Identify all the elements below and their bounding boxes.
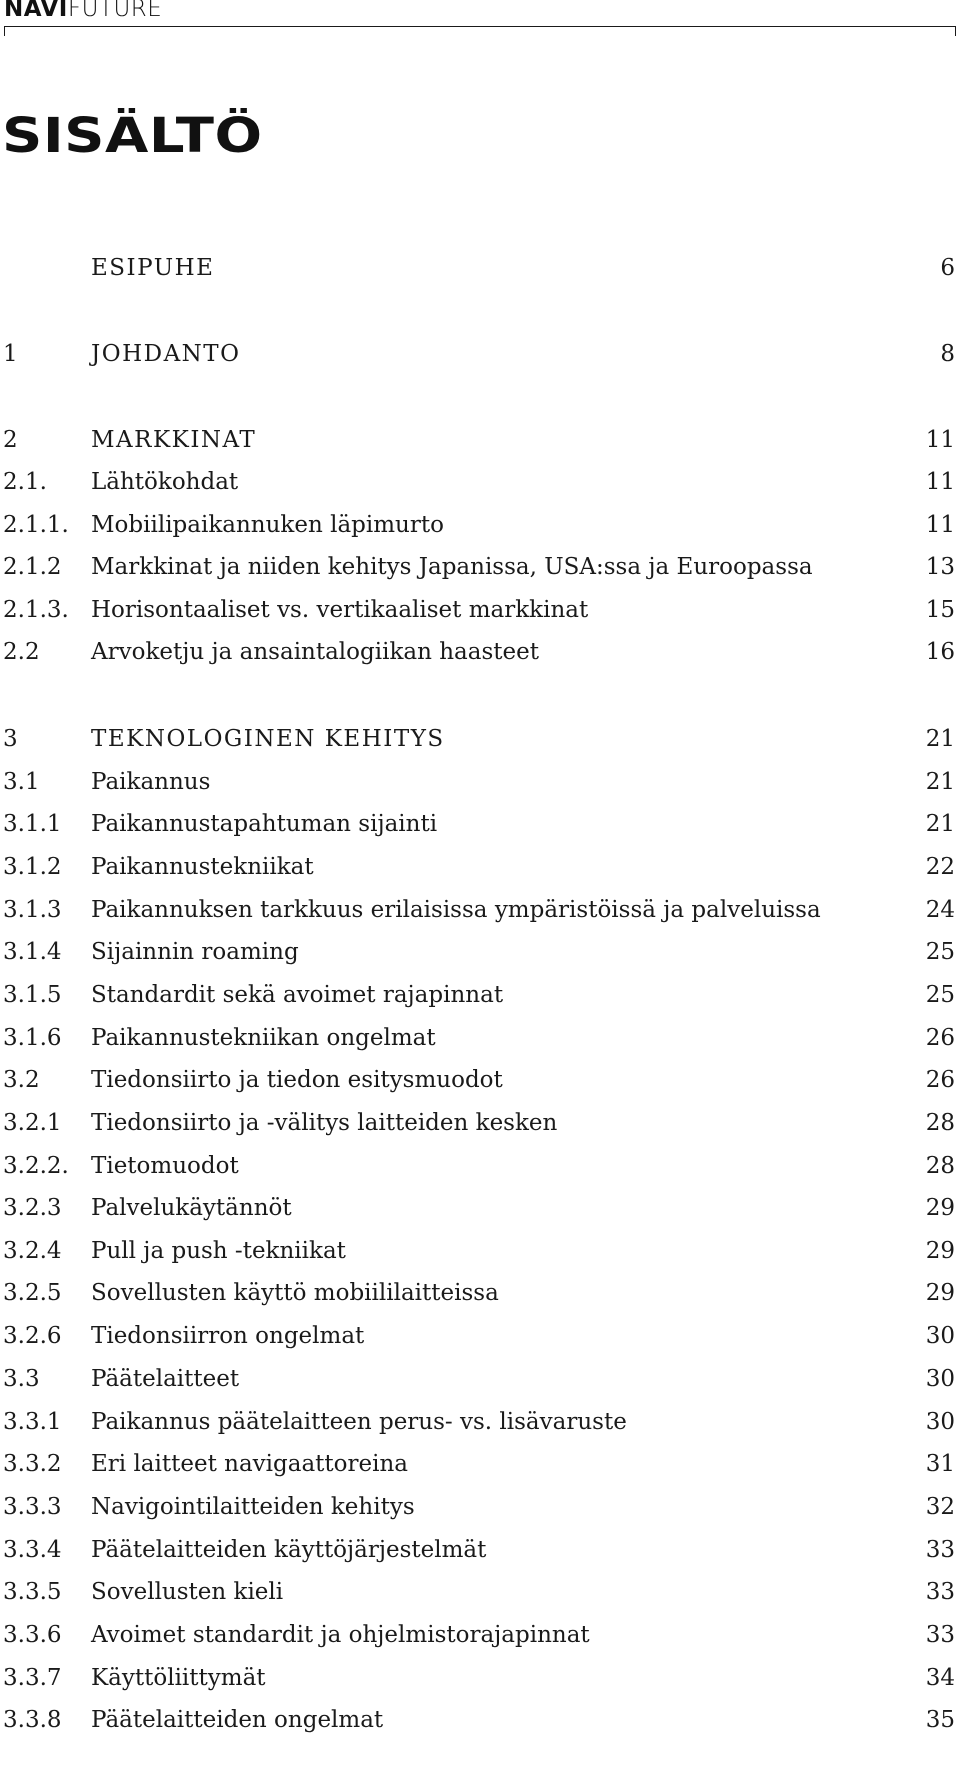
toc-entry-title: MARKKINAT (91, 427, 257, 453)
toc-entry[interactable] (0, 1271, 960, 1315)
toc-entry-page-number: 6 (940, 255, 955, 281)
toc-entry-page-number: 24 (925, 897, 955, 923)
toc-chapter-entry[interactable] (0, 332, 960, 376)
toc-entry-number: 3.2.6 (3, 1323, 62, 1349)
toc-entry[interactable] (0, 1186, 960, 1230)
toc-entry-number: 2.1. (3, 469, 47, 495)
toc-entry-title: Paikannustekniikat (91, 854, 314, 880)
toc-chapter-entry[interactable] (0, 717, 960, 761)
toc-entry-title: TEKNOLOGINEN KEHITYS (91, 726, 445, 752)
toc-entry-number: 3.2.2. (3, 1153, 69, 1179)
toc-entry-page-number: 15 (925, 597, 955, 623)
toc-entry-number: 2.2 (3, 639, 40, 665)
toc-entry-page-number: 11 (925, 512, 955, 538)
toc-entry-title: Navigointilaitteiden kehitys (91, 1494, 415, 1520)
toc-entry-title: JOHDANTO (91, 341, 241, 367)
toc-entry-title: Tiedonsiirron ongelmat (91, 1323, 365, 1349)
toc-entry-number: 3.2.4 (3, 1238, 62, 1264)
toc-entry[interactable] (0, 1314, 960, 1358)
toc-entry-page-number: 11 (925, 427, 955, 453)
toc-entry[interactable] (0, 973, 960, 1017)
toc-entry-number: 3.3.2 (3, 1451, 62, 1477)
toc-entry-page-number: 33 (925, 1622, 955, 1648)
toc-entry-title: Tiedonsiirto ja -välitys laitteiden kesken (91, 1110, 558, 1136)
toc-entry-number: 3.1 (3, 769, 40, 795)
toc-entry-number: 3.3.1 (3, 1409, 62, 1435)
toc-entry-page-number: 34 (925, 1665, 955, 1691)
toc-entry-page-number: 30 (925, 1366, 955, 1392)
toc-entry-number: 2 (3, 427, 18, 453)
toc-entry-number: 3.3.3 (3, 1494, 62, 1520)
toc-entry-number: 3.2.5 (3, 1280, 62, 1306)
toc-entry[interactable] (0, 1144, 960, 1188)
toc-entry-page-number: 25 (925, 982, 955, 1008)
toc-entry-number: 3.3.5 (3, 1579, 62, 1605)
toc-entry-page-number: 22 (925, 854, 955, 880)
toc-entry-title: Arvoketju ja ansaintalogiikan haasteet (91, 639, 539, 665)
toc-entry[interactable] (0, 1442, 960, 1486)
toc-entry-title: ESIPUHE (91, 255, 215, 281)
toc-entry-number: 1 (3, 341, 18, 367)
toc-entry-title: Lähtökohdat (91, 469, 239, 495)
toc-entry-page-number: 30 (925, 1409, 955, 1435)
toc-entry-page-number: 32 (925, 1494, 955, 1520)
toc-entry[interactable] (0, 845, 960, 889)
toc-entry[interactable] (0, 1698, 960, 1742)
toc-entry-number: 2.1.1. (3, 512, 69, 538)
toc-entry-page-number: 33 (925, 1537, 955, 1563)
toc-entry[interactable] (0, 630, 960, 674)
toc-entry-page-number: 28 (925, 1153, 955, 1179)
page-title: SISÄLTÖ (2, 108, 263, 164)
toc-entry-page-number: 13 (925, 554, 955, 580)
toc-entry-number: 3.3 (3, 1366, 40, 1392)
brand-strong-text: NAVI (4, 0, 68, 22)
toc-entry-number: 3.1.4 (3, 939, 62, 965)
toc-entry[interactable] (0, 1016, 960, 1060)
toc-entry-page-number: 33 (925, 1579, 955, 1605)
toc-entry[interactable] (0, 1656, 960, 1700)
toc-entry-number: 2.1.2 (3, 554, 62, 580)
toc-entry[interactable] (0, 802, 960, 846)
toc-entry[interactable] (0, 503, 960, 547)
toc-entry-title: Palvelukäytännöt (91, 1195, 292, 1221)
toc-entry-page-number: 21 (925, 726, 955, 752)
toc-entry-page-number: 29 (925, 1195, 955, 1221)
toc-entry-title: Paikannuksen tarkkuus erilaisissa ympäristöissä ja palveluissa (91, 897, 821, 923)
toc-entry-page-number: 16 (925, 639, 955, 665)
toc-entry-page-number: 29 (925, 1238, 955, 1264)
toc-entry-title: Tiedonsiirto ja tiedon esitysmuodot (91, 1067, 503, 1093)
toc-entry-page-number: 26 (925, 1025, 955, 1051)
toc-entry[interactable] (0, 1485, 960, 1529)
toc-entry-number: 3.3.6 (3, 1622, 62, 1648)
toc-entry-page-number: 25 (925, 939, 955, 965)
toc-entry-page-number: 35 (925, 1707, 955, 1733)
toc-entry-number: 3.1.3 (3, 897, 62, 923)
toc-entry-number: 3.1.6 (3, 1025, 62, 1051)
toc-entry-page-number: 29 (925, 1280, 955, 1306)
toc-entry[interactable] (0, 1400, 960, 1444)
toc-entry-title: Päätelaitteiden käyttöjärjestelmät (91, 1537, 487, 1563)
brand-light-text: FUTURE (67, 0, 163, 22)
toc-entry[interactable] (0, 1058, 960, 1102)
toc-entry-title: Mobiilipaikannuken läpimurto (91, 512, 444, 538)
toc-chapter-entry[interactable] (0, 418, 960, 462)
toc-entry-number: 3.3.7 (3, 1665, 62, 1691)
toc-entry-title: Markkinat ja niiden kehitys Japanissa, USA:ssa ja Euroopassa (91, 554, 813, 580)
toc-entry[interactable] (0, 1229, 960, 1273)
toc-entry[interactable] (0, 1570, 960, 1614)
toc-entry-number: 3.3.8 (3, 1707, 62, 1733)
toc-entry-page-number: 21 (925, 769, 955, 795)
toc-entry-title: Avoimet standardit ja ohjelmistorajapinnat (91, 1622, 590, 1648)
toc-entry-page-number: 26 (925, 1067, 955, 1093)
toc-entry-title: Paikannus päätelaitteen perus- vs. lisävaruste (91, 1409, 627, 1435)
toc-entry-number: 2.1.3. (3, 597, 69, 623)
toc-entry-page-number: 28 (925, 1110, 955, 1136)
toc-entry-title: Käyttöliittymät (91, 1665, 266, 1691)
toc-entry-number: 3.1.1 (3, 811, 62, 837)
toc-entry-page-number: 21 (925, 811, 955, 837)
toc-entry-number: 3.1.2 (3, 854, 62, 880)
toc-entry-number: 3.2.3 (3, 1195, 62, 1221)
toc-entry-title: Standardit sekä avoimet rajapinnat (91, 982, 504, 1008)
toc-entry[interactable] (0, 1613, 960, 1657)
toc-entry-number: 3.3.4 (3, 1537, 62, 1563)
toc-entry-title: Sijainnin roaming (91, 939, 299, 965)
toc-entry[interactable] (0, 460, 960, 504)
toc-chapter-entry[interactable] (0, 246, 960, 290)
toc-entry-page-number: 11 (925, 469, 955, 495)
toc-entry[interactable] (0, 588, 960, 632)
toc-entry-page-number: 31 (925, 1451, 955, 1477)
toc-entry-number: 3.2.1 (3, 1110, 62, 1136)
toc-entry-title: Paikannustekniikan ongelmat (91, 1025, 436, 1051)
toc-entry-title: Paikannus (91, 769, 211, 795)
toc-entry-title: Paikannustapahtuman sijainti (91, 811, 438, 837)
toc-entry-title: Eri laitteet navigaattoreina (91, 1451, 408, 1477)
toc-entry[interactable] (0, 1528, 960, 1572)
toc-entry[interactable] (0, 1101, 960, 1145)
toc-entry-number: 3.2 (3, 1067, 40, 1093)
toc-entry-title: Sovellusten kieli (91, 1579, 284, 1605)
toc-entry[interactable] (0, 930, 960, 974)
toc-entry[interactable] (0, 888, 960, 932)
toc-entry-title: Tietomuodot (91, 1153, 239, 1179)
toc-entry-page-number: 8 (940, 341, 955, 367)
toc-entry-number: 3.1.5 (3, 982, 62, 1008)
toc-entry-title: Päätelaitteet (91, 1366, 240, 1392)
toc-entry-title: Horisontaaliset vs. vertikaaliset markkinat (91, 597, 589, 623)
toc-entry-title: Pull ja push -tekniikat (91, 1238, 346, 1264)
toc-entry-title: Päätelaitteiden ongelmat (91, 1707, 384, 1733)
toc-entry-number: 3 (3, 726, 18, 752)
toc-entry-page-number: 30 (925, 1323, 955, 1349)
toc-entry-title: Sovellusten käyttö mobiililaitteissa (91, 1280, 499, 1306)
toc-entry[interactable] (0, 1357, 960, 1401)
toc-entry[interactable] (0, 545, 960, 589)
toc-entry[interactable] (0, 760, 960, 804)
